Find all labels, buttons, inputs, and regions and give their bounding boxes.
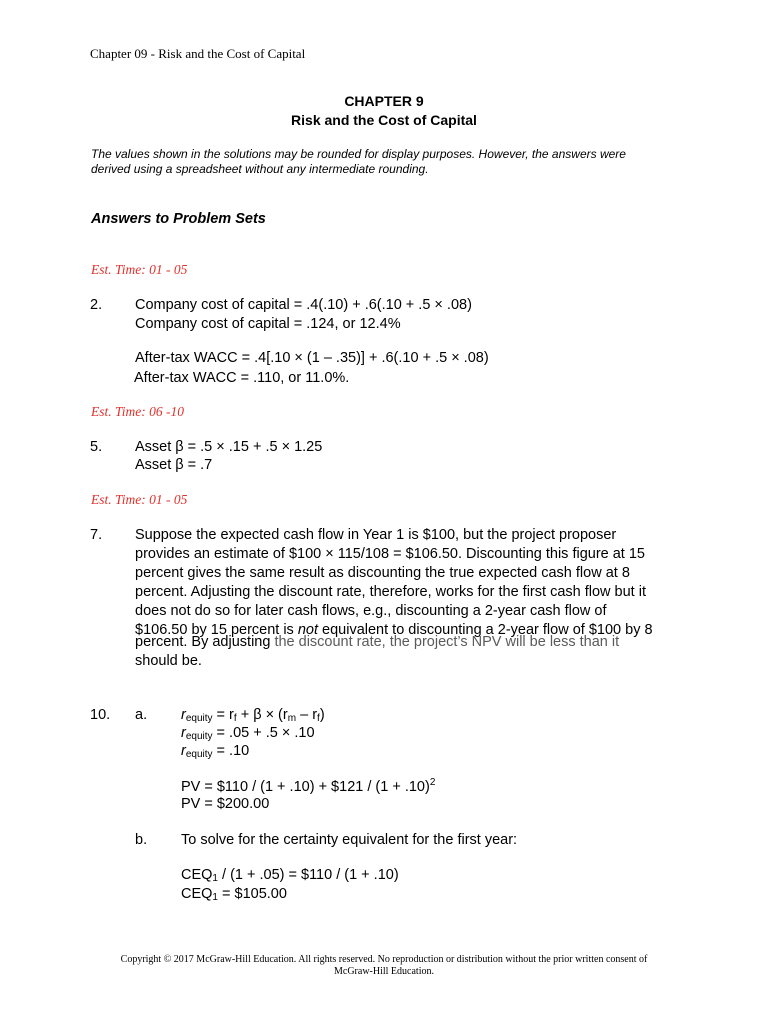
problem-line: percent. By adjusting the discount rate, the project’s NPV will be less than it: [135, 634, 620, 650]
copyright-footer: Copyright © 2017 McGraw-Hill Education. All rights reserved. No reproduction or distribution without the prior written consent of: [120, 954, 648, 965]
est-time-label: Est. Time: 06 -10: [91, 404, 184, 419]
chapter-number: CHAPTER 9: [344, 93, 424, 109]
equation-line: $CEQ_1 / (1 + .05)$ = $110 / (1 + .10): [181, 867, 399, 884]
equation-line: PV = $200.00: [181, 796, 270, 812]
equation-line: $CEQ_1$ = $105.00: [181, 886, 287, 903]
problem-number: 5.: [90, 439, 103, 455]
problem-line: Asset β = .5 × .15 + .5 × 1.25: [135, 439, 323, 455]
problem-number: 7.: [90, 527, 103, 543]
problem-line: After-tax WACC = .4[.10 × (1 – .35)] + .6(.10 + .5 × .08): [135, 350, 489, 366]
problem-number: 10.: [90, 707, 111, 723]
running-head: Chapter 09 - Risk and the Cost of Capital: [90, 46, 306, 61]
emphasis-not: not: [297, 622, 319, 638]
problem-number: 2.: [90, 297, 103, 313]
est-time-label: Est. Time: 01 - 05: [91, 492, 188, 507]
part-label: b.: [135, 832, 148, 848]
copyright-footer: McGraw-Hill Education.: [334, 966, 434, 977]
rounding-note-line-2: derived using a spreadsheet without any intermediate rounding.: [91, 162, 429, 176]
equation-line: $r_{equity} = .05 + .5 \times .10$: [181, 725, 315, 742]
est-time-label: Est. Time: 01 - 05: [91, 262, 188, 277]
problem-line: After-tax WACC = .110, or 11.0%.: [134, 370, 350, 386]
problem-line: does not do so for later cash flows, e.g., discounting a 2-year cash flow of: [135, 603, 607, 619]
problem-line: Asset β = .7: [135, 457, 213, 473]
chapter-title: Risk and the Cost of Capital: [291, 112, 477, 128]
problem-line: percent gives the same result as discounting the true expected cash flow at 8: [135, 565, 630, 581]
problem-line: To solve for the certainty equivalent for the first year:: [181, 832, 518, 848]
part-label: a.: [135, 707, 148, 723]
problem-line: Suppose the expected cash flow in Year 1 is $100, but the project proposer: [135, 527, 617, 543]
equation-line: PV = $110 / (1 + .10) + $121 / $(1 + .10)^2$: [181, 777, 436, 795]
problem-line: Company cost of capital = .124, or 12.4%: [135, 316, 401, 332]
rounding-note-line-1: The values shown in the solutions may be rounded for display purposes. However, the answers were: [91, 147, 626, 161]
equation-line: $r_{equity} = .10$: [181, 743, 250, 760]
equation-line: $r_{equity} = r_f + \beta \times (r_m - r_f)$: [181, 707, 325, 724]
problem-line: Company cost of capital = .4(.10) + .6(.10 + .5 × .08): [135, 297, 472, 313]
problem-line: percent. Adjusting the discount rate, therefore, works for the first cash flow but it: [135, 584, 646, 600]
section-heading: Answers to Problem Sets: [91, 211, 266, 227]
problem-line: provides an estimate of $100 × 115/108 = $106.50. Discounting this figure at 15: [135, 546, 645, 562]
problem-line: should be.: [135, 653, 202, 669]
problem-line: $106.50 by 15 percent is not equivalent to discounting a 2-year flow of $100 by 8: [135, 622, 653, 638]
